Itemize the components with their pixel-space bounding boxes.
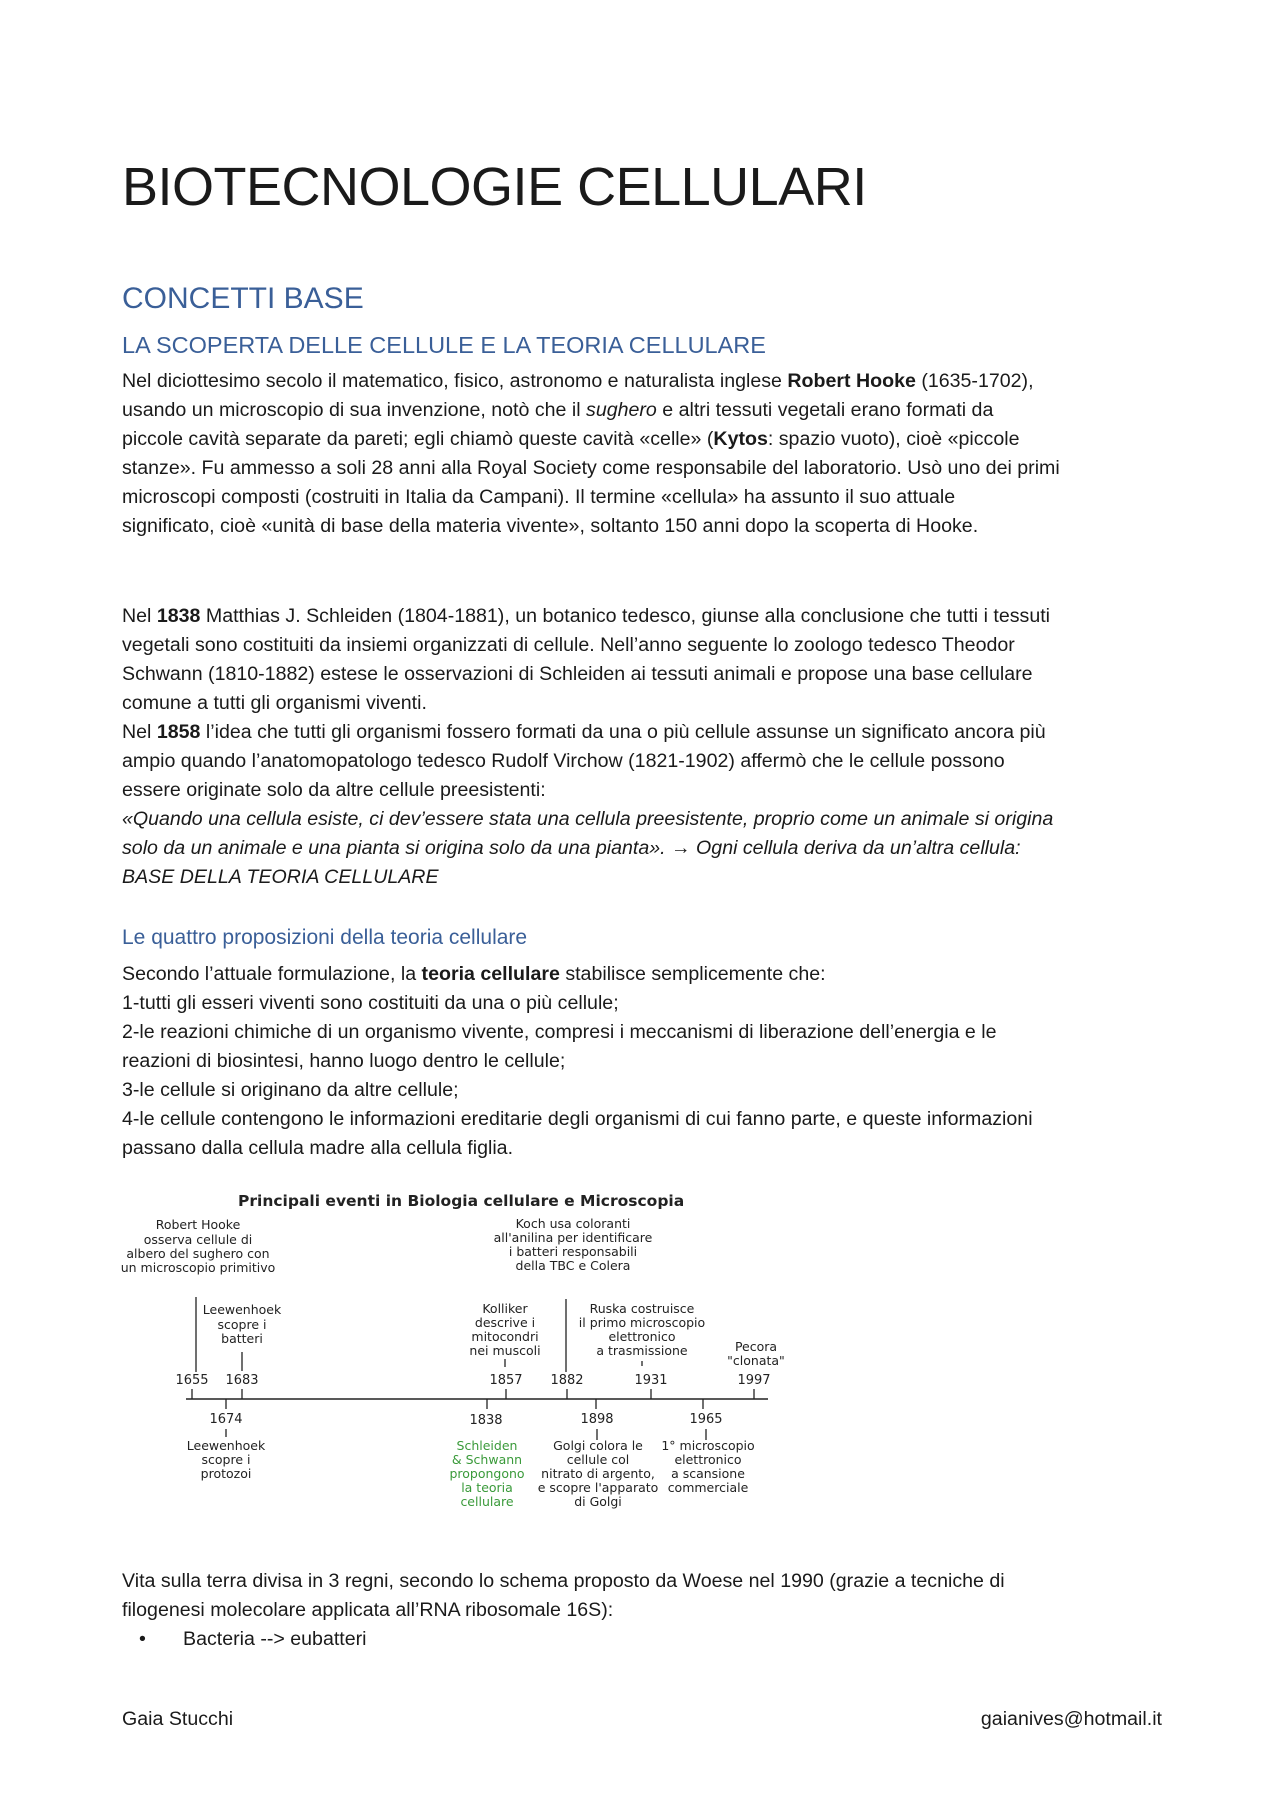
svg-text:i batteri responsabili: i batteri responsabili	[508, 1244, 638, 1259]
document-title: BIOTECNOLOGIE CELLULARI	[122, 157, 867, 217]
svg-text:Pecora: Pecora	[734, 1339, 778, 1354]
label-leewenhoek-batteri	[203, 1302, 282, 1346]
svg-text:1898: 1898	[580, 1412, 614, 1427]
svg-text:1683: 1683	[225, 1373, 259, 1388]
paragraph-schleiden-virchow: Nel 1838 Matthias J. Schleiden (1804-1881), un botanico tedesco, giunse alla conclusione che tutti i tessuti vegetali sono costituiti da insiemi organizzati di cellule. Nell’anno seguente lo zoologo tedesco Theodor Schwann (1810-1882) estese le osservazioni di Schleiden ai tessuti animali e propose una base cellulare comune a tutti gli organismi viventi. Nel 1858 l’idea che tutti gli organismi fossero formati da una o più cellule assunse un significato ancora più ampio quando l’anatomopatologo tedesco Rudolf Virchow (1821-1902) affermò che le cellule possono essere originate solo da altre cellule preesistenti: «Quando una cellula esiste, ci dev’essere stata una cellula preesistente, proprio come un animale si origina solo da un animale e una pianta si origina solo da una pianta». → Ogni cellula deriva da un’altra cellula: BASE DELLA TEORIA CELLULARE	[122, 605, 1054, 888]
svg-text:protozoi: protozoi	[200, 1466, 252, 1481]
svg-text:1882: 1882	[550, 1373, 584, 1388]
svg-text:il primo microscopio: il primo microscopio	[578, 1315, 706, 1330]
svg-text:commerciale: commerciale	[667, 1480, 749, 1495]
svg-text:a trasmissione: a trasmissione	[596, 1343, 688, 1358]
label-golgi	[538, 1438, 659, 1509]
label-kolliker	[469, 1301, 540, 1358]
svg-text:mitocondri: mitocondri	[471, 1329, 539, 1344]
theory-propositions-heading: Le quattro proposizioni della teoria cellulare	[122, 926, 528, 949]
paragraph-woese: Vita sulla terra divisa in 3 regni, secondo lo schema proposto da Woese nel 1990 (grazie a tecniche di filogenesi molecolare applicata all’RNA ribosomale 16S):	[122, 1570, 1005, 1621]
footer-author: Gaia Stucchi	[122, 1708, 234, 1730]
label-pecora	[727, 1339, 785, 1368]
svg-text:1674: 1674	[209, 1412, 243, 1427]
label-sem	[661, 1438, 754, 1495]
svg-text:1° microscopio: 1° microscopio	[661, 1438, 755, 1453]
svg-text:cellulare: cellulare	[460, 1494, 514, 1509]
years-bottom	[209, 1412, 722, 1428]
svg-text:all'anilina per identificare: all'anilina per identificare	[493, 1230, 653, 1245]
subsection-heading: LA SCOPERTA DELLE CELLULE E LA TEORIA CELLULARE	[122, 332, 766, 358]
section-heading: CONCETTI BASE	[122, 282, 364, 315]
svg-text:1997: 1997	[737, 1373, 771, 1388]
svg-text:Schleiden: Schleiden	[456, 1438, 518, 1453]
list-item	[139, 1625, 367, 1654]
label-ruska	[579, 1301, 705, 1358]
svg-text:1838: 1838	[469, 1413, 503, 1428]
timeline-title: Principali eventi in Biologia cellulare e Microscopia	[238, 1192, 685, 1210]
svg-text:1931: 1931	[634, 1373, 668, 1388]
footer-email: gaianives@hotmail.it	[980, 1708, 1162, 1730]
svg-text:elettronico: elettronico	[608, 1329, 676, 1344]
svg-text:scopre i: scopre i	[217, 1317, 267, 1332]
bullet-icon: •	[139, 1628, 146, 1650]
svg-text:elettronico: elettronico	[674, 1452, 742, 1467]
paragraph-hooke: Nel diciottesimo secolo il matematico, fisico, astronomo e naturalista inglese Robert Hooke (1635-1702), usando un microscopio di sua invenzione, notò che il sughero e altri tessuti vegetali erano formati da piccole cavità separate da pareti; egli chiamò queste cavità «celle» (Kytos: spazio vuoto), cioè «piccole stanze». Fu ammesso a soli 28 anni alla Royal Society come responsabile del laboratorio. Usò uno dei primi microscopi composti (costruiti in Italia da Campani). Il termine «cellula» ha assunto il suo attuale significato, cioè «unità di base della materia vivente», soltanto 150 anni dopo la scoperta di Hooke.	[122, 370, 1060, 537]
paragraph-cell-theory: Secondo l’attuale formulazione, la teoria cellulare stabilisce semplicemente che: 1-tutti gli esseri viventi sono costituiti da una o più cellule; 2-le reazioni chimiche di un organismo vivente, compresi i meccanismi di liberazione dell’energia e le reazioni di biosintesi, hanno luogo dentro le cellule; 3-le cellule si originano da altre cellule; 4-le cellule contengono le informazioni ereditarie degli organismi di cui fanno parte, e queste informazioni passano dalla cellula madre alla cellula figlia.	[122, 963, 1033, 1159]
svg-text:la teoria: la teoria	[461, 1480, 513, 1495]
svg-text:Leewenhoek: Leewenhoek	[186, 1438, 266, 1453]
svg-text:Koch usa coloranti: Koch usa coloranti	[515, 1216, 631, 1231]
svg-text:1965: 1965	[689, 1412, 723, 1427]
svg-text:cellule col: cellule col	[566, 1452, 630, 1467]
svg-text:nitrato di argento,: nitrato di argento,	[541, 1466, 655, 1481]
svg-text:1857: 1857	[489, 1373, 523, 1388]
svg-text:Ruska costruisce: Ruska costruisce	[589, 1301, 695, 1316]
list-item-text: Bacteria --> eubatteri	[183, 1628, 367, 1650]
svg-text:un microscopio primitivo: un microscopio primitivo	[120, 1260, 276, 1275]
svg-text:1655: 1655	[175, 1373, 209, 1388]
svg-text:Leewenhoek: Leewenhoek	[202, 1302, 282, 1317]
svg-text:di Golgi: di Golgi	[574, 1494, 622, 1509]
svg-text:albero del sughero con: albero del sughero con	[126, 1246, 270, 1261]
svg-text:e scopre l'apparato: e scopre l'apparato	[537, 1480, 659, 1495]
svg-text:della TBC e Colera: della TBC e Colera	[515, 1258, 631, 1273]
svg-text:Robert Hooke: Robert Hooke	[155, 1217, 241, 1232]
years-top	[175, 1373, 770, 1388]
label-hooke	[121, 1217, 276, 1275]
label-koch	[494, 1216, 653, 1273]
label-leewenhoek-protozoi	[187, 1438, 266, 1481]
svg-text:batteri: batteri	[221, 1331, 263, 1346]
svg-text:Kolliker: Kolliker	[482, 1301, 528, 1316]
svg-text:"clonata": "clonata"	[727, 1353, 785, 1368]
svg-text:& Schwann: & Schwann	[451, 1452, 523, 1467]
label-schleiden-schwann	[449, 1438, 524, 1509]
svg-text:propongono: propongono	[449, 1466, 525, 1481]
svg-text:nei muscoli: nei muscoli	[469, 1343, 541, 1358]
svg-text:Golgi colora le: Golgi colora le	[553, 1438, 643, 1453]
svg-text:osserva cellule di: osserva cellule di	[143, 1232, 253, 1247]
svg-text:descrive i: descrive i	[474, 1315, 536, 1330]
timeline-svg	[118, 1187, 798, 1527]
timeline-figure	[118, 1187, 798, 1527]
svg-text:a scansione: a scansione	[671, 1466, 745, 1481]
svg-text:scopre i: scopre i	[201, 1452, 251, 1467]
